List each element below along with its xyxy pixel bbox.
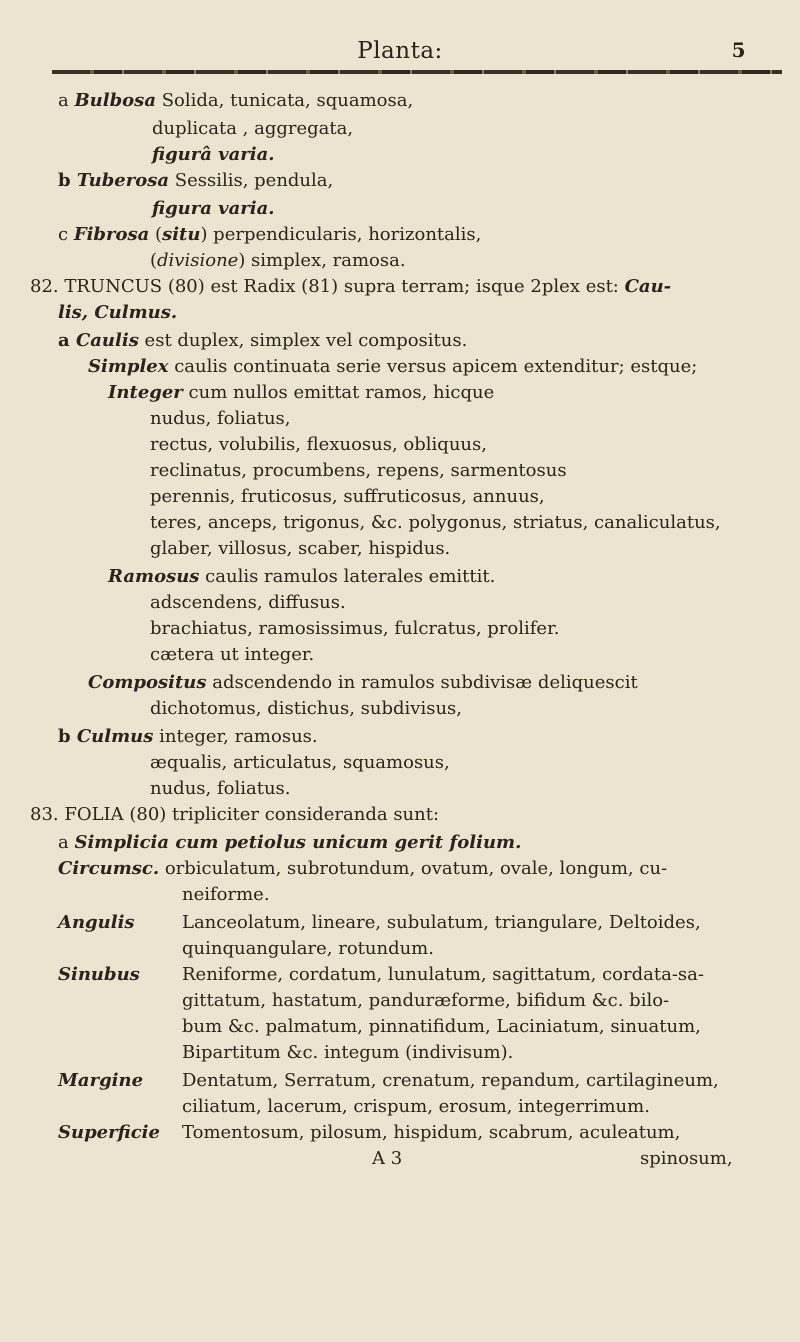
text-line <box>182 1014 701 1040</box>
text-span: Integer <box>108 382 183 403</box>
text-span: gittatum, hastatum, panduræforme, bifidum &c. bilo- <box>182 990 670 1011</box>
running-head <box>0 38 800 64</box>
text-line <box>58 88 413 114</box>
text-span: integer, ramosus. <box>153 726 318 747</box>
text-span: a <box>58 832 75 853</box>
text-line <box>88 354 697 380</box>
text-span: Circumsc. <box>58 858 160 879</box>
text-line <box>150 484 545 510</box>
signature-mark: A 3 <box>372 1148 403 1169</box>
text-span: 82. TRUNCUS (80) est Radix (81) supra terram; isque 2plex est: <box>30 276 625 297</box>
text-span: cætera ut integer. <box>150 644 315 665</box>
text-span: dichotomus, distichus, subdivisus, <box>150 698 463 719</box>
text-line <box>182 1040 513 1066</box>
text-line <box>150 776 291 802</box>
text-span: bum &c. palmatum, pinnatifidum, Laciniatum, sinuatum, <box>182 1016 701 1037</box>
text-span: Tuberosa <box>76 170 170 191</box>
text-line <box>150 458 567 484</box>
text-line <box>58 168 333 194</box>
text-line <box>150 432 487 458</box>
text-line <box>150 406 291 432</box>
text-span: ( <box>149 224 163 245</box>
text-span: Reniforme, cordatum, lunulatum, sagittatum, cordata-sa- <box>182 964 704 985</box>
text-span: Compositus <box>88 672 207 693</box>
text-span: a <box>58 330 76 351</box>
text-span: Bipartitum &c. integum (indivisum). <box>182 1042 514 1063</box>
text-span: Simplicia cum petiolus unicum gerit folium. <box>74 832 522 853</box>
text-line <box>58 910 701 936</box>
text-span: nudus, foliatus. <box>150 778 291 799</box>
text-line <box>58 328 467 354</box>
text-line <box>150 510 721 536</box>
text-span: orbiculatum, subrotundum, ovatum, ovale, longum, cu- <box>159 858 668 879</box>
text-span: Sessilis, pendula, <box>169 170 334 191</box>
text-span: ) simplex, ramosa. <box>238 250 406 271</box>
text-span: Margine <box>58 1070 144 1091</box>
catchword: spinosum, <box>640 1148 733 1169</box>
text-line <box>152 142 275 168</box>
text-line <box>58 1068 719 1094</box>
text-span: Cau- <box>624 276 672 297</box>
text-span: Superficie <box>58 1122 160 1143</box>
text-span: caulis continuata serie versus apicem extenditur; estque; <box>168 356 698 377</box>
text-span: Sinubus <box>58 964 140 985</box>
text-span: figurâ varia. <box>152 144 275 165</box>
text-span: cum nullos emittat ramos, hicque <box>182 382 495 403</box>
text-span: est duplex, simplex vel compositus. <box>138 330 468 351</box>
text-span: glaber, villosus, scaber, hispidus. <box>150 538 451 559</box>
text-line <box>182 936 434 962</box>
text-line <box>150 536 450 562</box>
text-line <box>58 830 521 856</box>
text-line <box>58 1120 680 1146</box>
text-span: Dentatum, Serratum, crenatum, repandum, cartilagineum, <box>182 1070 719 1091</box>
text-span: c <box>58 224 74 245</box>
text-span: Ramosus <box>108 566 200 587</box>
text-span: Angulis <box>58 912 135 933</box>
text-line <box>150 248 406 274</box>
text-line <box>58 962 704 988</box>
text-line <box>150 616 559 642</box>
text-span: Caulis <box>75 330 139 351</box>
text-span: a <box>58 90 75 111</box>
text-line <box>58 856 667 882</box>
text-span: 83. FOLIA (80) tripliciter consideranda sunt: <box>30 804 440 825</box>
text-line <box>152 116 353 142</box>
text-span: Solida, tunicata, squamosa, <box>155 90 414 111</box>
text-span: perennis, fruticosus, suffruticosus, annuus, <box>150 486 545 507</box>
text-span: adscendens, diffusus. <box>150 592 346 613</box>
text-line <box>30 274 671 300</box>
header-rule <box>52 70 782 74</box>
text-span: Tomentosum, pilosum, hispidum, scabrum, aculeatum, <box>182 1122 681 1143</box>
text-span: quinquangulare, rotundum. <box>182 938 434 959</box>
text-span: ) perpendicularis, horizontalis, <box>200 224 482 245</box>
text-line <box>150 590 346 616</box>
text-span: figura varia. <box>152 198 275 219</box>
page-number: 5 <box>731 38 746 62</box>
text-line <box>58 724 318 750</box>
text-span: caulis ramulos laterales emittit. <box>199 566 496 587</box>
text-line <box>108 380 494 406</box>
text-span: brachiatus, ramosissimus, fulcratus, prolifer. <box>150 618 560 639</box>
text-span: Lanceolatum, lineare, subulatum, triangulare, Deltoides, <box>182 912 701 933</box>
text-span: Culmus <box>76 726 154 747</box>
text-line <box>182 882 270 908</box>
text-line <box>182 1094 650 1120</box>
text-span: æqualis, articulatus, squamosus, <box>150 752 450 773</box>
text-span: lis, Culmus. <box>58 302 178 323</box>
text-span: b <box>58 170 77 191</box>
text-line <box>108 564 495 590</box>
text-span: Fibrosa <box>73 224 150 245</box>
text-span: Simplex <box>88 356 169 377</box>
text-line <box>30 802 439 828</box>
text-span: nudus, foliatus, <box>150 408 291 429</box>
text-span: divisione <box>157 250 239 271</box>
text-line <box>152 196 275 222</box>
text-span: duplicata , aggregata, <box>152 118 354 139</box>
text-line <box>88 670 638 696</box>
text-span: reclinatus, procumbens, repens, sarmentosus <box>150 460 567 481</box>
text-line <box>150 750 450 776</box>
text-line <box>150 642 314 668</box>
text-span: situ <box>162 224 201 245</box>
text-line <box>58 222 481 248</box>
text-span: teres, anceps, trigonus, &c. polygonus, striatus, canaliculatus, <box>150 512 721 533</box>
text-span: Bulbosa <box>74 90 156 111</box>
text-span: rectus, volubilis, flexuosus, obliquus, <box>150 434 487 455</box>
text-span: b <box>58 726 77 747</box>
text-line <box>182 988 669 1014</box>
text-span: ciliatum, lacerum, crispum, erosum, integerrimum. <box>182 1096 650 1117</box>
text-span: adscendendo in ramulos subdivisæ deliquescit <box>206 672 638 693</box>
running-title: Planta: <box>357 38 443 64</box>
text-span: neiforme. <box>182 884 270 905</box>
text-span: ( <box>150 250 158 271</box>
text-line <box>58 300 177 326</box>
text-line <box>150 696 462 722</box>
